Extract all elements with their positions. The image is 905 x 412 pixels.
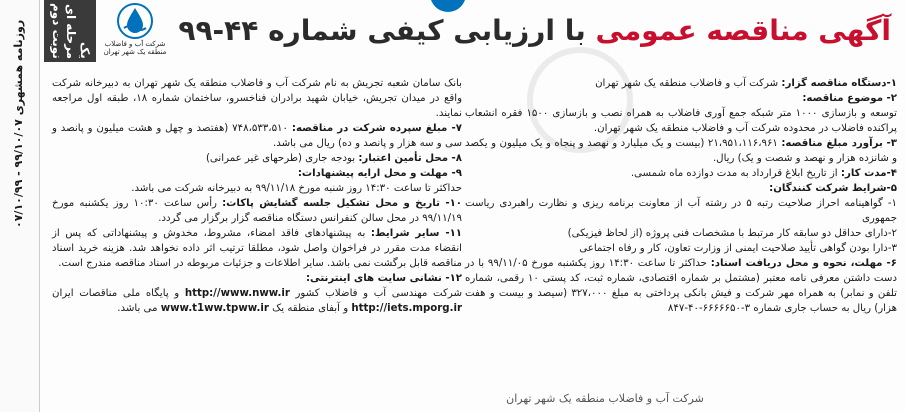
right-column — [465, 76, 897, 316]
s1-text: شرکت آب و فاضلاب منطقه یک شهر تهران — [595, 78, 782, 89]
site-link-t1ww[interactable]: www.t1ww.tpww.ir — [160, 303, 269, 314]
s8-text: بودجه جاری (طرحهای غیر عمرانی) — [205, 153, 359, 164]
s11-text: به پیشنهادهای فاقد امضاء، مشروط، مخدوش و پیشنهاداتی که پس از انقضاء مدت مقرر در فراخوان واصل شود، مطلقا ترتیب اثر داده نخواهد شد. هزینه خرید اسناد مناقصه قابل برگشت نمی باشد. سایر اطلاعات و جزئیات مربوطه در اسناد مناقصه مندرج است. — [52, 228, 462, 269]
logo-caption-2: منطقه یک شهر تهران — [103, 48, 167, 56]
s5-item3: ۳-دارا بودن گواهی تأیید صلاحیت ایمنی از وزارت تعاون، کار و رفاه اجتماعی — [579, 243, 897, 254]
s5-title: ۵-شرایط شرکت کنندگان: — [769, 183, 897, 194]
s2-title: ۲- موضوع مناقصه: — [802, 93, 897, 104]
s1-title: ۱-دستگاه مناقصه گزار: — [781, 78, 897, 89]
s12-text2: و پایگاه ملی مناقصات ایران — [52, 288, 185, 299]
s4-text: از تاریخ ابلاغ قرارداد به مدت دوازده ماه شمسی. — [630, 168, 841, 179]
s4-title: ۴-مدت کار: — [840, 168, 897, 179]
water-drop-logo-icon — [116, 2, 154, 40]
logo-caption-1: شرکت آب و فاضلاب — [104, 40, 166, 48]
s7-text: ۷۴۸،۵۳۳،۵۱۰ (هفتصد و چهل و هشت میلیون و پانصد و سی و سه هزار و پانصد و ده) ریال می باشد. — [52, 123, 462, 149]
s9-title: ۹- مهلت و محل ارایه پیشنهادات: — [297, 168, 462, 179]
title-part2: با ارزیابی کیفی شماره ۴۴-۹۹ — [178, 14, 596, 47]
s8-title: ۸- محل تأمین اعتبار: — [358, 153, 462, 164]
footer-company-name: شرکت آب و فاضلاب منطقه یک شهر تهران — [506, 392, 704, 405]
s3-title: ۳- برآورد مبلغ مناقصه: — [781, 138, 897, 149]
s10-text: رأس ساعت ۱۰:۳۰ روز یکشنبه مورخ ۹۹/۱۱/۱۹ در محل سالن کنفرانس دستگاه مناقصه گزار برگزار می گردد. — [52, 198, 462, 224]
s7-title: ۷- مبلغ سپرده شرکت در مناقصه: — [291, 123, 462, 134]
site-link-nww[interactable]: http://www.nww.ir — [184, 288, 290, 299]
company-logo — [100, 2, 170, 62]
s11-title: ۱۱- سایر شرایط: — [370, 228, 462, 239]
intro-text: بانک سامان شعبه تجریش به نام شرکت آب و فاضلاب منطقه یک شهر تهران به دبیرخانه شرکت واقع در میدان تجریش، خیابان شهید برادران فناخسرو، ساختمان شماره ۱۸، طبقه اول مراجعه نمایند. — [52, 78, 462, 119]
site-link-iets[interactable]: http://iets.mporg.ir — [351, 303, 462, 314]
side-strip-text: روزنامه همشهری ۹۹/۱۰/۰۷ - ۰۷/۱۰/۹۹ — [12, 20, 25, 229]
side-strip — [0, 0, 40, 412]
s6-text: حداکثر تا ساعت ۱۴:۳۰ روز یکشنبه مورخ ۹۹/۱۱/۰۵ با در دست داشتن معرفی نامه معتبر (مشتمل بر شماره اقتصادی، شماره ثبت، کد پستی ۱۰ رقمی، شماره تلفن و نمابر) به همراه مهر شرکت و فیش بانکی پرداختی به مبلغ ۳۲۷،۰۰۰ (سیصد و بیست و هفت هزار) ریال به حساب جاری شماره ۳-۶۶۶۶۶۵۰-۴۰-۸۴۷ — [465, 258, 897, 314]
tender-tag — [44, 0, 96, 62]
s12-text3: و آبفای منطقه یک — [268, 303, 352, 314]
tag-line1: یک مرحله ای — [64, 3, 92, 59]
title-part1: آگهی مناقصه عمومی — [595, 14, 891, 47]
s9-text: حداکثر تا ساعت ۱۴:۳۰ روز شنبه مورخ ۹۹/۱۱/۱۸ به دبیرخانه شرکت می باشد. — [131, 183, 462, 194]
left-column — [52, 76, 462, 316]
s5-item1: ۱- گواهینامه احراز صلاحیت رتبه ۵ در رشته آب از معاونت برنامه ریزی و نظارت راهبردی ریاست جمهوری — [465, 198, 898, 224]
s2-text: توسعه و بازسازی ۱۰۰۰ متر شبکه جمع آوری فاضلاب به همراه نصب و بازسازی ۱۵۰۰ فقره انشعاب پراکنده فاضلاب در محدوده شرکت آب و فاضلاب منطقه یک شهر تهران. — [465, 108, 897, 134]
s10-title: ۱۰- تاریخ و محل تشکیل جلسه گشایش پاکات: — [222, 198, 463, 209]
tag-line2: نوبت دوم — [50, 3, 64, 59]
s12-title: ۱۲- نشانی سایت های اینترنتی: — [305, 273, 462, 284]
s12-text1: شرکت مهندسی آب و فاضلاب کشور — [289, 288, 462, 299]
s6-title: ۶- مهلت، نحوه و محل دریافت اسناد: — [710, 258, 897, 269]
s12-text4: می باشد. — [117, 303, 161, 314]
s3-text: ۲۱،۹۵۱،۱۱۶،۹۶۱ (بیست و یک میلیارد و نهصد و پنجاه و یک میلیون و یکصد و شانزده هزار و نهصد و شصت و یک) ریال. — [465, 138, 897, 164]
top-decoration — [430, 0, 466, 12]
s5-item2: ۲-دارای حداقل دو سابقه کار مرتبط با مشخصات فنی پروژه (از لحاظ فیزیکی) — [567, 228, 897, 239]
